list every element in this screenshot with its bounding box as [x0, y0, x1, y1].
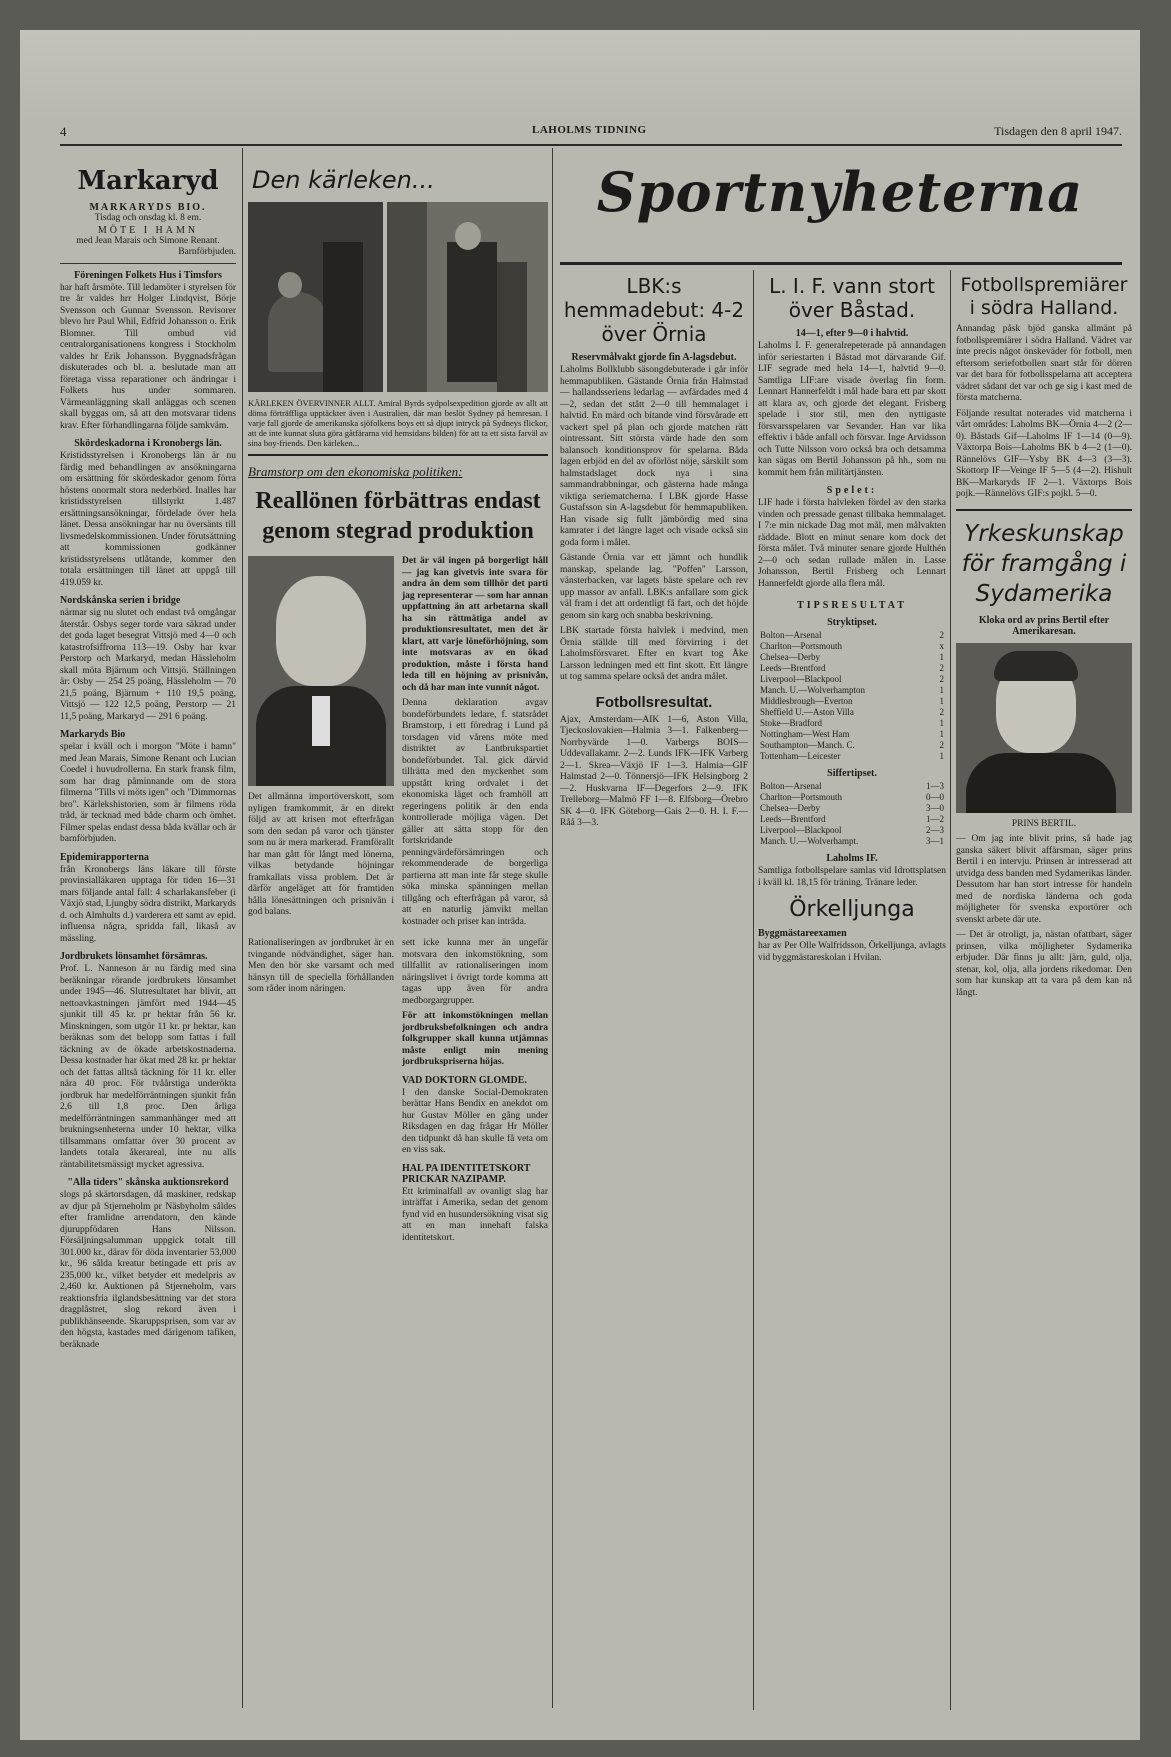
orkel-text: har av Per Olle Walfridsson, Örkelljunga, avlagts vid byggmästareskolan i Hvilan. — [758, 941, 946, 963]
bramstorp-headline: Reallönen förbättras endast genom stegrad produktion — [255, 488, 541, 544]
bio-cast: med Jean Marais och Simone Renant. — [76, 235, 220, 246]
match-result: 3—0 — [926, 803, 944, 813]
bio-when: Tisdag och onsdag kl. 8 em. — [94, 213, 202, 223]
karleken-photos — [248, 202, 548, 392]
match-name: Sheffield U.—Aston Villa — [760, 707, 854, 717]
table-row — [758, 718, 946, 729]
sports-banner: Sportnyheterna — [596, 160, 1084, 224]
table-row — [758, 781, 946, 792]
page-header — [60, 122, 1122, 146]
bramstorp-cont-text: Rationaliseringen av jordbruket är en tvingande nödvändighet, säger han. Men den bör ske varsamt och med hänsyn till de speciella förhållanden som råder inom näringen. — [248, 938, 394, 994]
bramstorp-right-text: sett icke kunna mer än ungefär motsvara den inkomstökning, som tillfallit av rationaliseringen inom näringslivet i övrigt torde komma att tagas upp även för andra medborgargrupper. — [402, 938, 548, 1006]
markaryd-column — [60, 156, 236, 1716]
spelet-text: LIF hade i första halvleken fördel av den starka vinden och pressade genast tillbaka hemmalaget. I 7:e min nickade Dag mot mål, men målvakten räddade. Blott en minut senare kom dock det första målet. Två minuter senare gjorde Hulthén 2—0 och sedan rullade målen in. Lasse Johansson, Bertil Frisberg och Lennart Hannerfeldt gjorde alla flera mål. — [758, 498, 946, 589]
table-row — [758, 707, 946, 718]
right-column — [956, 270, 1132, 1710]
table-row — [758, 674, 946, 685]
match-result: 0—0 — [926, 792, 944, 802]
column-rule — [242, 148, 243, 1708]
table-row — [758, 663, 946, 674]
bramstorp-continued — [248, 938, 548, 1248]
yrke-sub: Kloka ord av prins Bertil efter Amerikaresan. — [978, 614, 1110, 637]
bramstorp-main: Denna deklaration avgav bondeförbundets ledare, f. statsrådet Bramstorp, i ett föredrag i Lund på torsdagen vid vårens möte med distriktet av Lantbrukspartiet bondeförbundet. Tal. gick därvid tillrätta med den myckenhet som uppstått kring ordvalet i det ekonomiska läget och framhöll att regeringens politik är den enda kontrollerade möjliga vägen. Det gäller att sätta stopp för den fortskridande penningvärdeförsämringen och rekommenderade de borgerliga partierna att man inte får stege skulle söka minska spänningen mellan tillgång och efterfrågan på varor, så att en naturlig jämvikt mellan kostnader och priser kan inträda. — [402, 698, 548, 927]
fotb-text: Annandag påsk bjöd ganska allmänt på fotbollspremiärer i södra Halland. Vädret var inte precis något önskeväder för fotboll, men eftersom seriefotbollen snart står för dörren var det bara för fotbollsspelarna att acceptera vädret sådant det var och ge sig i kast med de första matcherna. — [956, 324, 1132, 403]
table-row — [758, 825, 946, 836]
lif-column — [758, 270, 946, 1710]
match-name: Chelsea—Derby — [760, 803, 820, 813]
lbk-text-3: LBK startade första halvlek i medvind, men Örnia ställde till med förvirring i det Laholmsförsvaret. Efter en kvart tog Åke Larsson ledningen med ett fint skott. Ett längre ut tog samma spelare också det andra målet. — [560, 626, 748, 682]
bramstorp-body — [248, 556, 548, 932]
table-row — [758, 792, 946, 803]
match-result: 2—3 — [926, 825, 944, 835]
fotb-list: Följande resultat noterades vid matcherna i vårt områdes: Laholms BK—Örnia 4—2 (2—0). Båstads Gif—Laholms IF 1—14 (0—9). Växtorpa Bois—Laholms BK b 4—2 (1—0). Rännelövs GIF—Ysby BK 4—3 (3—3). Skottorp IF—Veinge IF 5—5 (4—2). Hishult BK—Markaryds IF 2—1. Växtorps Bois pojk.—Rännelövs GIF:s pojkl. 5—0. — [956, 408, 1132, 499]
match-name: Leeds—Brentford — [760, 814, 826, 824]
tips-head: TIPSRESULTAT — [797, 600, 907, 611]
table-row — [758, 685, 946, 696]
spelet-head: Spelet: — [826, 485, 878, 496]
match-name: Chelsea—Derby — [760, 652, 820, 662]
alla-text: slogs på skärtorsdagen, då maskiner, redskap av djur på Stjerneholm pr Näsbyholm såldes efter framlidne arrendatorn, den kände djuruppfödaren Hans Nilsson. Försäljningsalumman uppgick totalt till 301.000 kr., därav för döda inventarier 53,000 kr., 96 sålda kreatur betingade ett pris av 235,000 kr., vilket betyder ett medelpris av 2,460 kr. Auktionen på Stjerneholm, vars reaktionsfria ilglandsbesättning var det stora dragplåstret, slog rekord även i publikhänseende. Skaruppsprisen, som var av den högsta, kastades med därigenom tafiken, beräknade — [60, 1190, 236, 1350]
prins-portrait — [956, 643, 1132, 813]
nord-head: Nordskånska serien i bridge — [60, 595, 181, 606]
match-name: Liverpool—Blackpool — [760, 825, 842, 835]
nord-text: närmar sig nu slutet och endast två omgångar återstår. Osbys seger torde vara säkrad under det goda laget besegrat Vittsjö med 4—0 och katastrofsiffrorna 113—19. Osby har kvar Perstorp och Markaryd, medan Hässleholm skall möta Bjärnum och Vittsjö. Ställningen är: Osby — 254 25 poäng, Hässleholm — 70 21,5 poäng, Bjärnum + 110 19,5 poäng, Vittsjö — 122 12,5 poäng, Perstorp — 21 11,5 poäng, Markaryd — 291 6 poäng. — [60, 608, 236, 722]
stryk-head: Stryktipset. — [827, 617, 877, 628]
match-name: Bolton—Arsenal — [760, 781, 822, 791]
bramstorp-cont-left — [248, 938, 394, 1248]
epi-text: från Kronobergs läns läkare till förste provinsialläkaren upptaga för tiden 16—31 mars följande antal fall: 4 scharlakansfeber (i Växjö stad, Ljungby södra distrikt, Markaryds d. och Almhults d.) varderera ett samt av epid. influensa några, spridda fall, likaså av mässling. — [60, 864, 236, 944]
prins-caption: PRINS BERTIL. — [1011, 818, 1077, 829]
table-row — [758, 740, 946, 751]
column-rule — [552, 148, 553, 1708]
sports-rule — [560, 262, 1122, 265]
match-name: Nottingham—West Ham — [760, 729, 850, 739]
match-result: 1—2 — [926, 814, 944, 824]
karleken-photo-right — [387, 202, 548, 392]
lbk-column — [560, 270, 748, 1710]
match-name: Charlton—Portsmouth — [760, 641, 843, 651]
jord-head: Jordbrukets lönsamhet försämras. — [60, 951, 208, 962]
vad-head: VAD DOKTORN GLOMDE. — [402, 1074, 527, 1086]
column-rule — [753, 270, 754, 1710]
match-result: 1 — [939, 729, 944, 739]
table-row — [758, 751, 946, 762]
lif-headline: L. I. F. vann stort över Båstad. — [769, 274, 935, 322]
karleken-title: Den kärleken... — [252, 166, 435, 194]
match-result: 2 — [939, 674, 944, 684]
paper-name: LAHOLMS TIDNING — [532, 124, 647, 136]
bramstorp-kicker: Bramstorp om den ekonomiska politiken: — [248, 464, 463, 479]
bio2-text: spelar i kväll och i morgon "Möte i hamn" med Jean Marais, Simone Renant och Lucian Coedel i huvudrollerna. En stark fransk film, som har drag påminnande om de stora filmerna "Tills vi möts igen" och "Dimmornas bro". Kärlekshistorien, som är filmens röda tråd, är tecknad med både charm och ömhet. Filmer spelas endast dessa båda kvällar och är barnförbjuden. — [60, 742, 236, 844]
lif-text: Laholms I. F. generalrepeterade på annandagen inför seriestarten i Båstad mot därvarande Gif. LIF segrade med hela 14—1, halvtid 9—0. Samtliga LIF:are visade överlag fin form. Lennart Hannerfeldt i mål hade bara ett par skott att klara av, och gjorde det elegant. Frisberg spelade i stor stil, men den nyttigaste försvarsspelaren var Sevander. Han var lika effektiv i både anfall och försvar. Inge Arvidsson och Tutte Nilsson voro också bra och detsamma kan sägas om Bertil Johansson på hh., som nu kommit hem från militärtjänsten. — [758, 341, 946, 478]
fotres-text: Ajax, Amsterdam—AIK 1—6, Aston Villa, Tjeckoslovakien—Halmia 3—1. Falkenberg—Norrbyvärde 1—0. Varbergs BOIS—Uddevallakamr. 2—2. Lunds IFK—IFK Varberg 2—1. Skrea—Växjö IF 1—3. Halmia—GIF Halmstad 2—0. Tönnersjö—IFK Helsingborg 2—2. Huskvarna IF—Degerfors 2—9. IFK Trelleborg—Malmö FF 1—8. Elfsborg—Örebro SK 4—0. IFK Göteborg—Gais 2—0. H. I. F.—Råå 3—3. — [560, 714, 748, 828]
siffer-table — [758, 781, 946, 847]
match-name: Stoke—Bradford — [760, 718, 822, 728]
table-row — [758, 652, 946, 663]
match-name: Leeds—Brentford — [760, 663, 826, 673]
match-name: Manch. U.—Wolverhampt. — [760, 836, 859, 846]
match-result: 1 — [939, 718, 944, 728]
folkets-head: Föreningen Folkets Hus i Timsfors — [74, 269, 222, 281]
markaryd-title: Markaryd — [77, 166, 219, 196]
match-result: x — [939, 641, 944, 651]
orkel-head: Örkelljunga — [789, 897, 915, 922]
siffer-head: Siffertipset. — [827, 768, 877, 779]
newspaper-page — [20, 30, 1140, 1740]
epi-head: Epidemirapporterna — [60, 851, 149, 863]
table-row — [758, 803, 946, 814]
karleken-photo-left — [248, 202, 383, 392]
bramstorp-lead: Det är väl ingen på borgerligt håll — jag kan givetvis inte svara för andra än dem som tillhör det parti jag representerar — som har annan uppfattning än att arbetarna skall ha sin rättmätiga andel av produktionsresultatet, men det är klart, att varje löneförhöjning, som inte motsvaras av en ökad produktion, måste i första hand leda till en höjning av prisnivån, och då har man inte vunnit något. — [402, 556, 548, 693]
table-row — [758, 729, 946, 740]
bramstorp-portrait — [248, 556, 394, 786]
bio-title: MARKARYDS BIO. — [89, 202, 207, 213]
lbk-text-2: Gästande Örnia var ett jämnt och hundlik manskap, spelande lag. "Poffen" Larsson, vänsterbacken, var lagets bäste spelare och rev upp massor av anfall. LBK:s anfallare som gick väl fram i det att ordentligt få fart, och det höjde genom sin karg och snabba beskrivning. — [560, 553, 748, 621]
match-name: Manch. U.—Wolverhampton — [760, 685, 866, 695]
match-name: Tottenham—Leicester — [760, 751, 841, 761]
bio2-head: Markaryds Bio — [60, 729, 126, 740]
match-name: Liverpool—Blackpool — [760, 674, 842, 684]
bramstorp-left — [248, 556, 394, 932]
match-result: 1—3 — [926, 781, 944, 791]
lbk-text: Laholms Bollklubb säsongdebuterade i går inför hemmapubliken. Gästande Örnia från Halmstad — hallandsseriens ledarlag — avfärdades med 4—2, sedan det stått 2—0 till hemmalaget i halvtid. En märd och bitande vind försvårade ett vackert spel på plan och gjorde matchen rätt ointressant. Sitt största värde hade den som balansoch konditionsprov för spelarna. Båda lagen erbjöd en del av oförlöst nöje, särskilt som halmstadslaget dock nya i sina sammandrabbningar, och gästerna hade många viktiga seriematcherna. I LBK gjorde Hasse Gustafsson sin A-lagsdebut för hemmapubliken. Han visade sig fullt jämbördig med sina kamrater i det längre laget och visade också sin goda form i målet. — [560, 365, 748, 548]
yrke-headline: Yrkeskunskap för framgång i Sydamerika — [961, 520, 1127, 607]
match-name: Middlesbrough—Everton — [760, 696, 853, 706]
orkel-sub: Byggmästareexamen — [758, 928, 847, 939]
bramstorp-right-head: För att inkomstökningen mellan jordbruksbefolkningen och andra folkgrupper skall kunna utjämnas måste enligt min mening jordbrukspriserna höjas. — [402, 1011, 548, 1067]
bio-film: MÖTE I HAMN — [97, 224, 199, 236]
match-name: Southampton—Manch. C. — [760, 740, 855, 750]
skord-text: Kristidsstyrelsen i Kronobergs län är nu färdig med behandlingen av ansökningarna om ersättning för skördeskador genom förra höstens onormalt stora nederbörd. Inalles har kristidsstyrelsen tillstyrkt 1.487 ersättningsansökningar, fördelade över hela länet. Dessa ansökningar har nu översänts till livsmedelskommissionen. Under förutsättning att kommissionen godkänner kristidsstyrelsens utlåtande, kommer den totala ersättningen till länet att uppgå till 419.059 kr. — [60, 451, 236, 588]
fotres-head: Fotbollsresultat. — [595, 693, 713, 711]
table-row — [758, 836, 946, 847]
lbk-sub: Reservmålvakt gjorde fin A-lagsdebut. — [571, 352, 737, 363]
bramstorp-cont-right — [402, 938, 548, 1248]
page-number: 4 — [60, 124, 67, 139]
center-column — [248, 156, 548, 1716]
hal-text: Ett kriminalfall av ovanligt slag har inträffat i Amerika, sedan det genom fynd vid en husundersökning visat sig att en man innehaft falska identitetskort. — [402, 1186, 548, 1243]
skord-head: Skördeskadorna i Kronobergs län. — [74, 438, 222, 449]
prins-text-2: — Det är otroligt, ja, nästan ofattbart, säger prinsen, vilka möjligheter Sydamerika erbjuder. Där finns ju allt: järn, guld, olja, stenar, kol, olja, alla jordens rikedomar. Den som har kunskap att ta vara på dem kan nå långt. — [956, 930, 1132, 998]
table-row — [758, 696, 946, 707]
lif-train-head: Laholms IF. — [826, 853, 878, 864]
table-row — [758, 814, 946, 825]
folkets-text: har haft årsmöte. Till ledamöter i styrelsen för tre år valdes hrr Holger Lindqvist, Börje Svensson och Gunnar Svensson. Revisorer blevo hrr Paul Whil, Edfrid Johansson o. Erik Blomner. Till ombud vid centralorganisationens kongress i Stockholm valdes hr Erik Johansson. Byggnadsfrågan diskuterades och bl. a. beslutade man att företaga vissa reparationer och ändringar i Folkets hus under sommaren. Värmeanläggning skall anläggas och scenen skall byggas om, så att den motsvarar tidens krav. Efter förhandlingarna följde samkväm. — [60, 282, 236, 431]
table-row — [758, 630, 946, 641]
lif-sub: 14—1, efter 9—0 i halvtid. — [795, 328, 909, 339]
bio-note: Barnförbjuden. — [60, 247, 236, 264]
hal-head: HAL PA IDENTITETSKORT PRICKAR NAZIPAMP. — [402, 1162, 531, 1185]
prins-text: — Om jag inte blivit prins, så hade jag ganska säkert blivit affärsman, säger prins Bertil i en intervju. Prinsen är intresserad att utvidga dess banden med Sydamerikas länder. Dessutom har han stort intresse för handeln med de nordiska länderna och goda möjligheter för svenska exportörer och svenskt arbete där ute. — [956, 834, 1132, 925]
match-result: 3—1 — [926, 836, 944, 846]
stryk-table — [758, 630, 946, 762]
match-result: 2 — [939, 663, 944, 673]
bramstorp-right — [402, 556, 548, 932]
lbk-headline: LBK:s hemmadebut: 4-2 över Örnia — [563, 274, 745, 346]
vad-text: I den danske Social-Demokraten berättar Hans Bendix en anekdot om hur Gustav Möller en gång under Riksdagen en dag frågar Hr Möller den tidpunkt då han skulle få veta om en viss sak. — [402, 1087, 548, 1155]
divider — [956, 509, 1132, 511]
match-result: 1 — [939, 685, 944, 695]
match-name: Bolton—Arsenal — [760, 630, 822, 640]
match-result: 1 — [939, 751, 944, 761]
column-rule — [950, 270, 951, 1710]
match-result: 2 — [939, 630, 944, 640]
match-result: 2 — [939, 707, 944, 717]
page-date: Tisdagen den 8 april 1947. — [994, 124, 1122, 138]
jord-text: Prof. L. Nanneson är nu färdig med sina beräkningar rörande jordbrukets lönsamhet under 1945—46. Slutresultatet har blivit, att nettoavkastningen jämfört med 1944—45 sjunkit till 45 kr. pr hektar från 56 kr. Minskningen, som utgör 11 kr. pr hektar, kan beräknas som det belopp som fattas i full täckning av de ökade arbetskostnaderna. Dessa kostnader har ökat med 28 kr. pr hektar och det fattas alltså täckning för 11 kr. eller nära 40 proc. För tvåårstiga underökta jordbruk har medelförräntningen sjunkit från 2,6 till 1,8 proc. Den årliga medelförräntningen sammanhänger med att brukningsenheterna under 10 hektar, vilka tillsammans omfattar över 30 procent av landets totala åkerareal, inte nu alls räntabilitetsmässigt mycket agressiva. — [60, 964, 236, 1170]
table-row — [758, 641, 946, 652]
lif-train-text: Samtliga fotbollspelare samlas vid Idrottsplatsen i kväll kl. 18,15 för träning. Tränare leder. — [758, 866, 946, 888]
fotb-headline: Fotbollspremiärer i södra Halland. — [960, 274, 1128, 319]
alla-head: "Alla tiders" skånska auktionsrekord — [67, 1177, 229, 1188]
match-name: Charlton—Portsmouth — [760, 792, 843, 802]
bramstorp-text: Det allmänna importöverskott, som nyligen framkommit, är en direkt följd av att krisen mot efterfrågan som den sedan på varor och tjänster som nu är mera markerad. Framförallt har man gått för långt med lönerna, vilkas betydande höjningar framkallats vissa problem. Det är därför angeläget att för framtiden hålla lönesättningen och prisnivån i god balans. — [248, 792, 394, 917]
match-result: 1 — [939, 652, 944, 662]
match-result: 1 — [939, 696, 944, 706]
karleken-caption: KÄRLEKEN ÖVERVINNER ALLT. Amiral Byrds sydpolsexpedition gjorde av allt att döma förträffliga upptäckter även i Australien, där man beslöt Sydney på hemresan. I varje fall gjorde de amerikanska sjöfolkens boys ett så djupt intryck på Sydneys flickor, att de inte kunnat sluta göra gåtfärarna vid hemsidans bilden) för att ta ett sista farväl av sina boy-friends. Den kärleken... — [248, 398, 548, 456]
top-margin — [20, 30, 1140, 120]
match-result: 2 — [939, 740, 944, 750]
